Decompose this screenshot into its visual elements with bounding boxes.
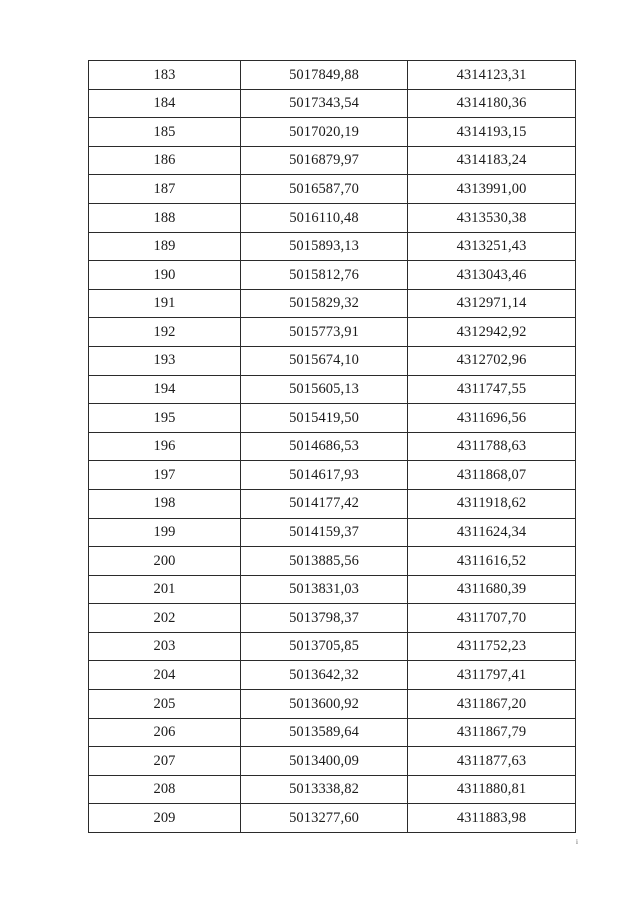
x-coordinate-cell: 5013885,56: [241, 547, 408, 576]
table-row: [89, 203, 576, 232]
y-coordinate-cell: 4312702,96: [408, 346, 576, 375]
x-coordinate-cell: 5014177,42: [241, 489, 408, 518]
table-row: [89, 518, 576, 547]
table-row: [89, 404, 576, 433]
table-row: [89, 375, 576, 404]
table-row: [89, 232, 576, 261]
y-coordinate-cell: 4314183,24: [408, 146, 576, 175]
y-coordinate-cell: 4311797,41: [408, 661, 576, 690]
y-coordinate-cell: 4313251,43: [408, 232, 576, 261]
x-coordinate-cell: 5013277,60: [241, 804, 408, 833]
point-number-cell: 199: [89, 518, 241, 547]
x-coordinate-cell: 5013338,82: [241, 775, 408, 804]
x-coordinate-cell: 5013589,64: [241, 718, 408, 747]
y-coordinate-cell: 4312971,14: [408, 289, 576, 318]
table-row: [89, 489, 576, 518]
table-row: [89, 346, 576, 375]
point-number-cell: 184: [89, 89, 241, 118]
y-coordinate-cell: 4311867,20: [408, 690, 576, 719]
y-coordinate-cell: 4311788,63: [408, 432, 576, 461]
page-edge-mark: i: [576, 838, 578, 846]
table-row: [89, 804, 576, 833]
point-number-cell: 209: [89, 804, 241, 833]
point-number-cell: 186: [89, 146, 241, 175]
y-coordinate-cell: 4313991,00: [408, 175, 576, 204]
table-row: [89, 318, 576, 347]
point-number-cell: 192: [89, 318, 241, 347]
point-number-cell: 204: [89, 661, 241, 690]
y-coordinate-cell: 4311867,79: [408, 718, 576, 747]
y-coordinate-cell: 4311680,39: [408, 575, 576, 604]
point-number-cell: 200: [89, 547, 241, 576]
y-coordinate-cell: 4311624,34: [408, 518, 576, 547]
table-row: [89, 575, 576, 604]
x-coordinate-cell: 5013400,09: [241, 747, 408, 776]
coordinates-table: [88, 60, 576, 833]
table-row: [89, 175, 576, 204]
table-row: [89, 747, 576, 776]
table-row: [89, 718, 576, 747]
x-coordinate-cell: 5013798,37: [241, 604, 408, 633]
y-coordinate-cell: 4313530,38: [408, 203, 576, 232]
coordinates-table-body: [89, 61, 576, 833]
x-coordinate-cell: 5015674,10: [241, 346, 408, 375]
point-number-cell: 205: [89, 690, 241, 719]
table-row: [89, 775, 576, 804]
point-number-cell: 201: [89, 575, 241, 604]
point-number-cell: 185: [89, 118, 241, 147]
table-row: [89, 632, 576, 661]
x-coordinate-cell: 5016879,97: [241, 146, 408, 175]
x-coordinate-cell: 5014686,53: [241, 432, 408, 461]
x-coordinate-cell: 5016110,48: [241, 203, 408, 232]
table-row: [89, 61, 576, 90]
x-coordinate-cell: 5014617,93: [241, 461, 408, 490]
y-coordinate-cell: 4311877,63: [408, 747, 576, 776]
point-number-cell: 187: [89, 175, 241, 204]
point-number-cell: 190: [89, 261, 241, 290]
x-coordinate-cell: 5016587,70: [241, 175, 408, 204]
x-coordinate-cell: 5015419,50: [241, 404, 408, 433]
y-coordinate-cell: 4311752,23: [408, 632, 576, 661]
x-coordinate-cell: 5015605,13: [241, 375, 408, 404]
y-coordinate-cell: 4311747,55: [408, 375, 576, 404]
table-row: [89, 604, 576, 633]
point-number-cell: 189: [89, 232, 241, 261]
y-coordinate-cell: 4314193,15: [408, 118, 576, 147]
table-row: [89, 461, 576, 490]
x-coordinate-cell: 5015893,13: [241, 232, 408, 261]
table-row: [89, 289, 576, 318]
point-number-cell: 196: [89, 432, 241, 461]
y-coordinate-cell: 4311880,81: [408, 775, 576, 804]
point-number-cell: 183: [89, 61, 241, 90]
y-coordinate-cell: 4312942,92: [408, 318, 576, 347]
table-row: [89, 432, 576, 461]
y-coordinate-cell: 4314123,31: [408, 61, 576, 90]
x-coordinate-cell: 5013600,92: [241, 690, 408, 719]
point-number-cell: 193: [89, 346, 241, 375]
point-number-cell: 207: [89, 747, 241, 776]
x-coordinate-cell: 5013642,32: [241, 661, 408, 690]
point-number-cell: 194: [89, 375, 241, 404]
y-coordinate-cell: 4311696,56: [408, 404, 576, 433]
point-number-cell: 208: [89, 775, 241, 804]
point-number-cell: 206: [89, 718, 241, 747]
point-number-cell: 197: [89, 461, 241, 490]
point-number-cell: 188: [89, 203, 241, 232]
point-number-cell: 198: [89, 489, 241, 518]
table-row: [89, 118, 576, 147]
y-coordinate-cell: 4311868,07: [408, 461, 576, 490]
point-number-cell: 195: [89, 404, 241, 433]
y-coordinate-cell: 4311883,98: [408, 804, 576, 833]
x-coordinate-cell: 5017020,19: [241, 118, 408, 147]
table-row: [89, 146, 576, 175]
y-coordinate-cell: 4313043,46: [408, 261, 576, 290]
x-coordinate-cell: 5013831,03: [241, 575, 408, 604]
y-coordinate-cell: 4314180,36: [408, 89, 576, 118]
x-coordinate-cell: 5014159,37: [241, 518, 408, 547]
x-coordinate-cell: 5015829,32: [241, 289, 408, 318]
x-coordinate-cell: 5017343,54: [241, 89, 408, 118]
table-row: [89, 261, 576, 290]
table-row: [89, 547, 576, 576]
point-number-cell: 202: [89, 604, 241, 633]
point-number-cell: 203: [89, 632, 241, 661]
x-coordinate-cell: 5017849,88: [241, 61, 408, 90]
table-row: [89, 89, 576, 118]
table-row: [89, 661, 576, 690]
x-coordinate-cell: 5015812,76: [241, 261, 408, 290]
x-coordinate-cell: 5015773,91: [241, 318, 408, 347]
table-row: [89, 690, 576, 719]
y-coordinate-cell: 4311707,70: [408, 604, 576, 633]
y-coordinate-cell: 4311616,52: [408, 547, 576, 576]
point-number-cell: 191: [89, 289, 241, 318]
y-coordinate-cell: 4311918,62: [408, 489, 576, 518]
x-coordinate-cell: 5013705,85: [241, 632, 408, 661]
